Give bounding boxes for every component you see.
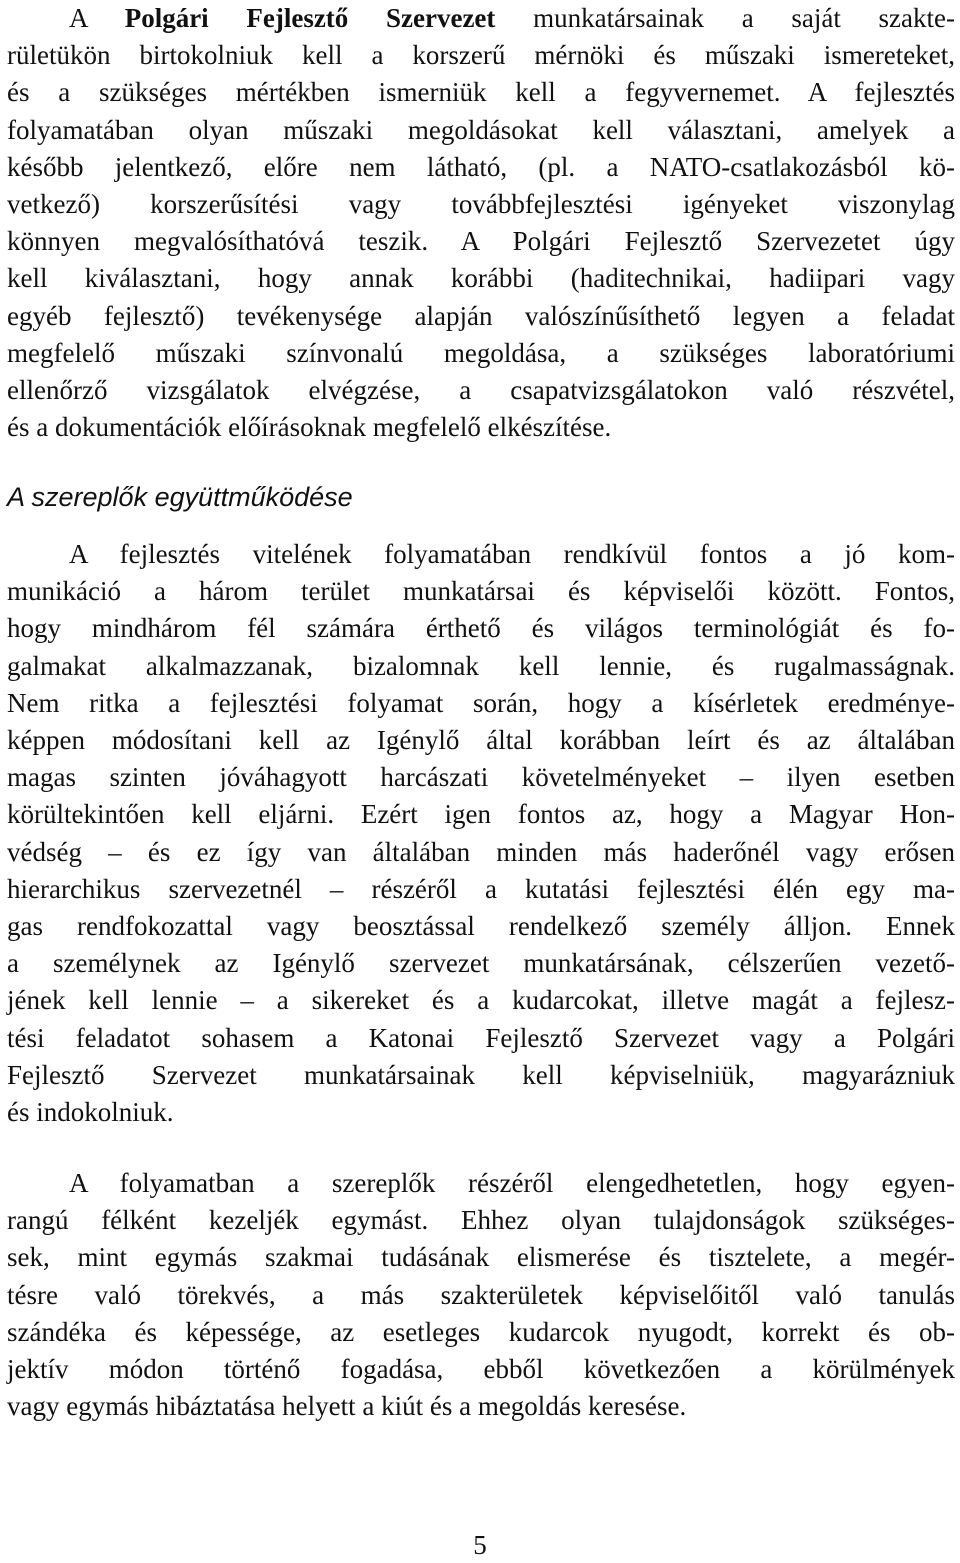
line-rest: munkatársainak a saját szakte- bbox=[495, 3, 955, 33]
paragraph-line bbox=[7, 0, 955, 37]
paragraph-line: A fejlesztés vitelének folyamatában rendkívül fontos a jó kom- bbox=[69, 539, 955, 569]
paragraph-line: egyéb fejlesztő) tevékenysége alapján valószínűsíthető legyen a feladat bbox=[7, 300, 955, 331]
section-heading: A szereplők együttműködése bbox=[7, 482, 353, 512]
bold-organization-name: Polgári Fejlesztő Szervezet bbox=[124, 3, 496, 33]
paragraph-line: rületükön birtokolniuk kell a korszerű mérnöki és műszaki ismereteket, bbox=[7, 40, 955, 71]
paragraph-line: és a dokumentációk előírásoknak megfelelő elkészítése. bbox=[7, 412, 612, 443]
paragraph-line: védség – és ez így van általában minden más haderőnél vagy erősen bbox=[7, 836, 955, 867]
paragraph-line: tési feladatot sohasem a Katonai Fejlesztő Szervezet vagy a Polgári bbox=[7, 1022, 955, 1053]
paragraph-line: munikáció a három terület munkatársai és képviselői között. Fontos, bbox=[7, 576, 955, 607]
paragraph-line: megfelelő műszaki színvonalú megoldása, a szükséges laboratóriumi bbox=[7, 337, 955, 368]
paragraph-line: és indokolniuk. bbox=[7, 1097, 174, 1128]
paragraph-line: a személynek az Igénylő szervezet munkatársának, célszerűen vezető- bbox=[7, 948, 955, 979]
paragraph-line: körültekintően kell eljárni. Ezért igen fontos az, hogy a Magyar Hon- bbox=[7, 799, 955, 830]
paragraph-line: képpen módosítani kell az Igénylő által korábban leírt és az általában bbox=[7, 725, 955, 756]
paragraph-equal-partners bbox=[7, 1165, 955, 1425]
line-lead: A bbox=[69, 3, 125, 33]
paragraph-line: később jelentkező, előre nem látható, (pl. a NATO-csatlakozásból kö- bbox=[7, 151, 955, 182]
paragraph-line: Nem ritka a fejlesztési folyamat során, hogy a kísérletek eredménye- bbox=[7, 687, 955, 718]
paragraph-line: vetkező) korszerűsítési vagy továbbfejlesztési igényeket viszonylag bbox=[7, 189, 955, 220]
page-number: 5 bbox=[473, 1530, 487, 1560]
paragraph-line: hogy mindhárom fél számára érthető és világos terminológiát és fo- bbox=[7, 613, 955, 644]
paragraph-line: Fejlesztő Szervezet munkatársainak kell képviselniük, magyarázniuk bbox=[7, 1059, 955, 1090]
paragraph-intro bbox=[7, 0, 955, 446]
paragraph-line: A folyamatban a szereplők részéről elengedhetetlen, hogy egyen- bbox=[69, 1168, 955, 1198]
paragraph-line: szándéka és képessége, az esetleges kudarcok nyugodt, korrekt és ob- bbox=[7, 1316, 955, 1347]
paragraph-line: és a szükséges mértékben ismerniük kell a fegyvernemet. A fejlesztés bbox=[7, 77, 955, 108]
paragraph-line: vagy egymás hibáztatása helyett a kiút és a megoldás keresése. bbox=[7, 1391, 687, 1422]
paragraph-line: hierarchikus szervezetnél – részéről a kutatási fejlesztési élén egy ma- bbox=[7, 873, 955, 904]
paragraph-line: folyamatában olyan műszaki megoldásokat kell választani, amelyek a bbox=[7, 114, 955, 145]
paragraph-line: jének kell lennie – a sikereket és a kudarcokat, illetve magát a fejlesz- bbox=[7, 985, 955, 1016]
paragraph-line: sek, mint egymás szakmai tudásának elismerése és tisztelete, a megér- bbox=[7, 1242, 955, 1273]
paragraph-line: jektív módon történő fogadása, ebből következően a körülmények bbox=[7, 1354, 955, 1385]
paragraph-line: ellenőrző vizsgálatok elvégzése, a csapatvizsgálatokon való részvétel, bbox=[7, 375, 955, 406]
paragraph-line: gas rendfokozattal vagy beosztással rendelkező személy álljon. Ennek bbox=[7, 911, 955, 942]
paragraph-line: kell kiválasztani, hogy annak korábbi (haditechnikai, hadiipari vagy bbox=[7, 263, 955, 294]
paragraph-line: magas szinten jóváhagyott harcászati követelményeket – ilyen esetben bbox=[7, 762, 955, 793]
paragraph-line: tésre való törekvés, a más szakterületek képviselőitől való tanulás bbox=[7, 1279, 955, 1310]
paragraph-line: galmakat alkalmazzanak, bizalomnak kell lennie, és rugalmasságnak. bbox=[7, 650, 955, 681]
paragraph-line: könnyen megvalósíthatóvá teszik. A Polgári Fejlesztő Szervezetet úgy bbox=[7, 226, 955, 257]
paragraph-line: rangú félként kezeljék egymást. Ehhez olyan tulajdonságok szükséges- bbox=[7, 1205, 955, 1236]
paragraph-cooperation bbox=[7, 536, 955, 1131]
